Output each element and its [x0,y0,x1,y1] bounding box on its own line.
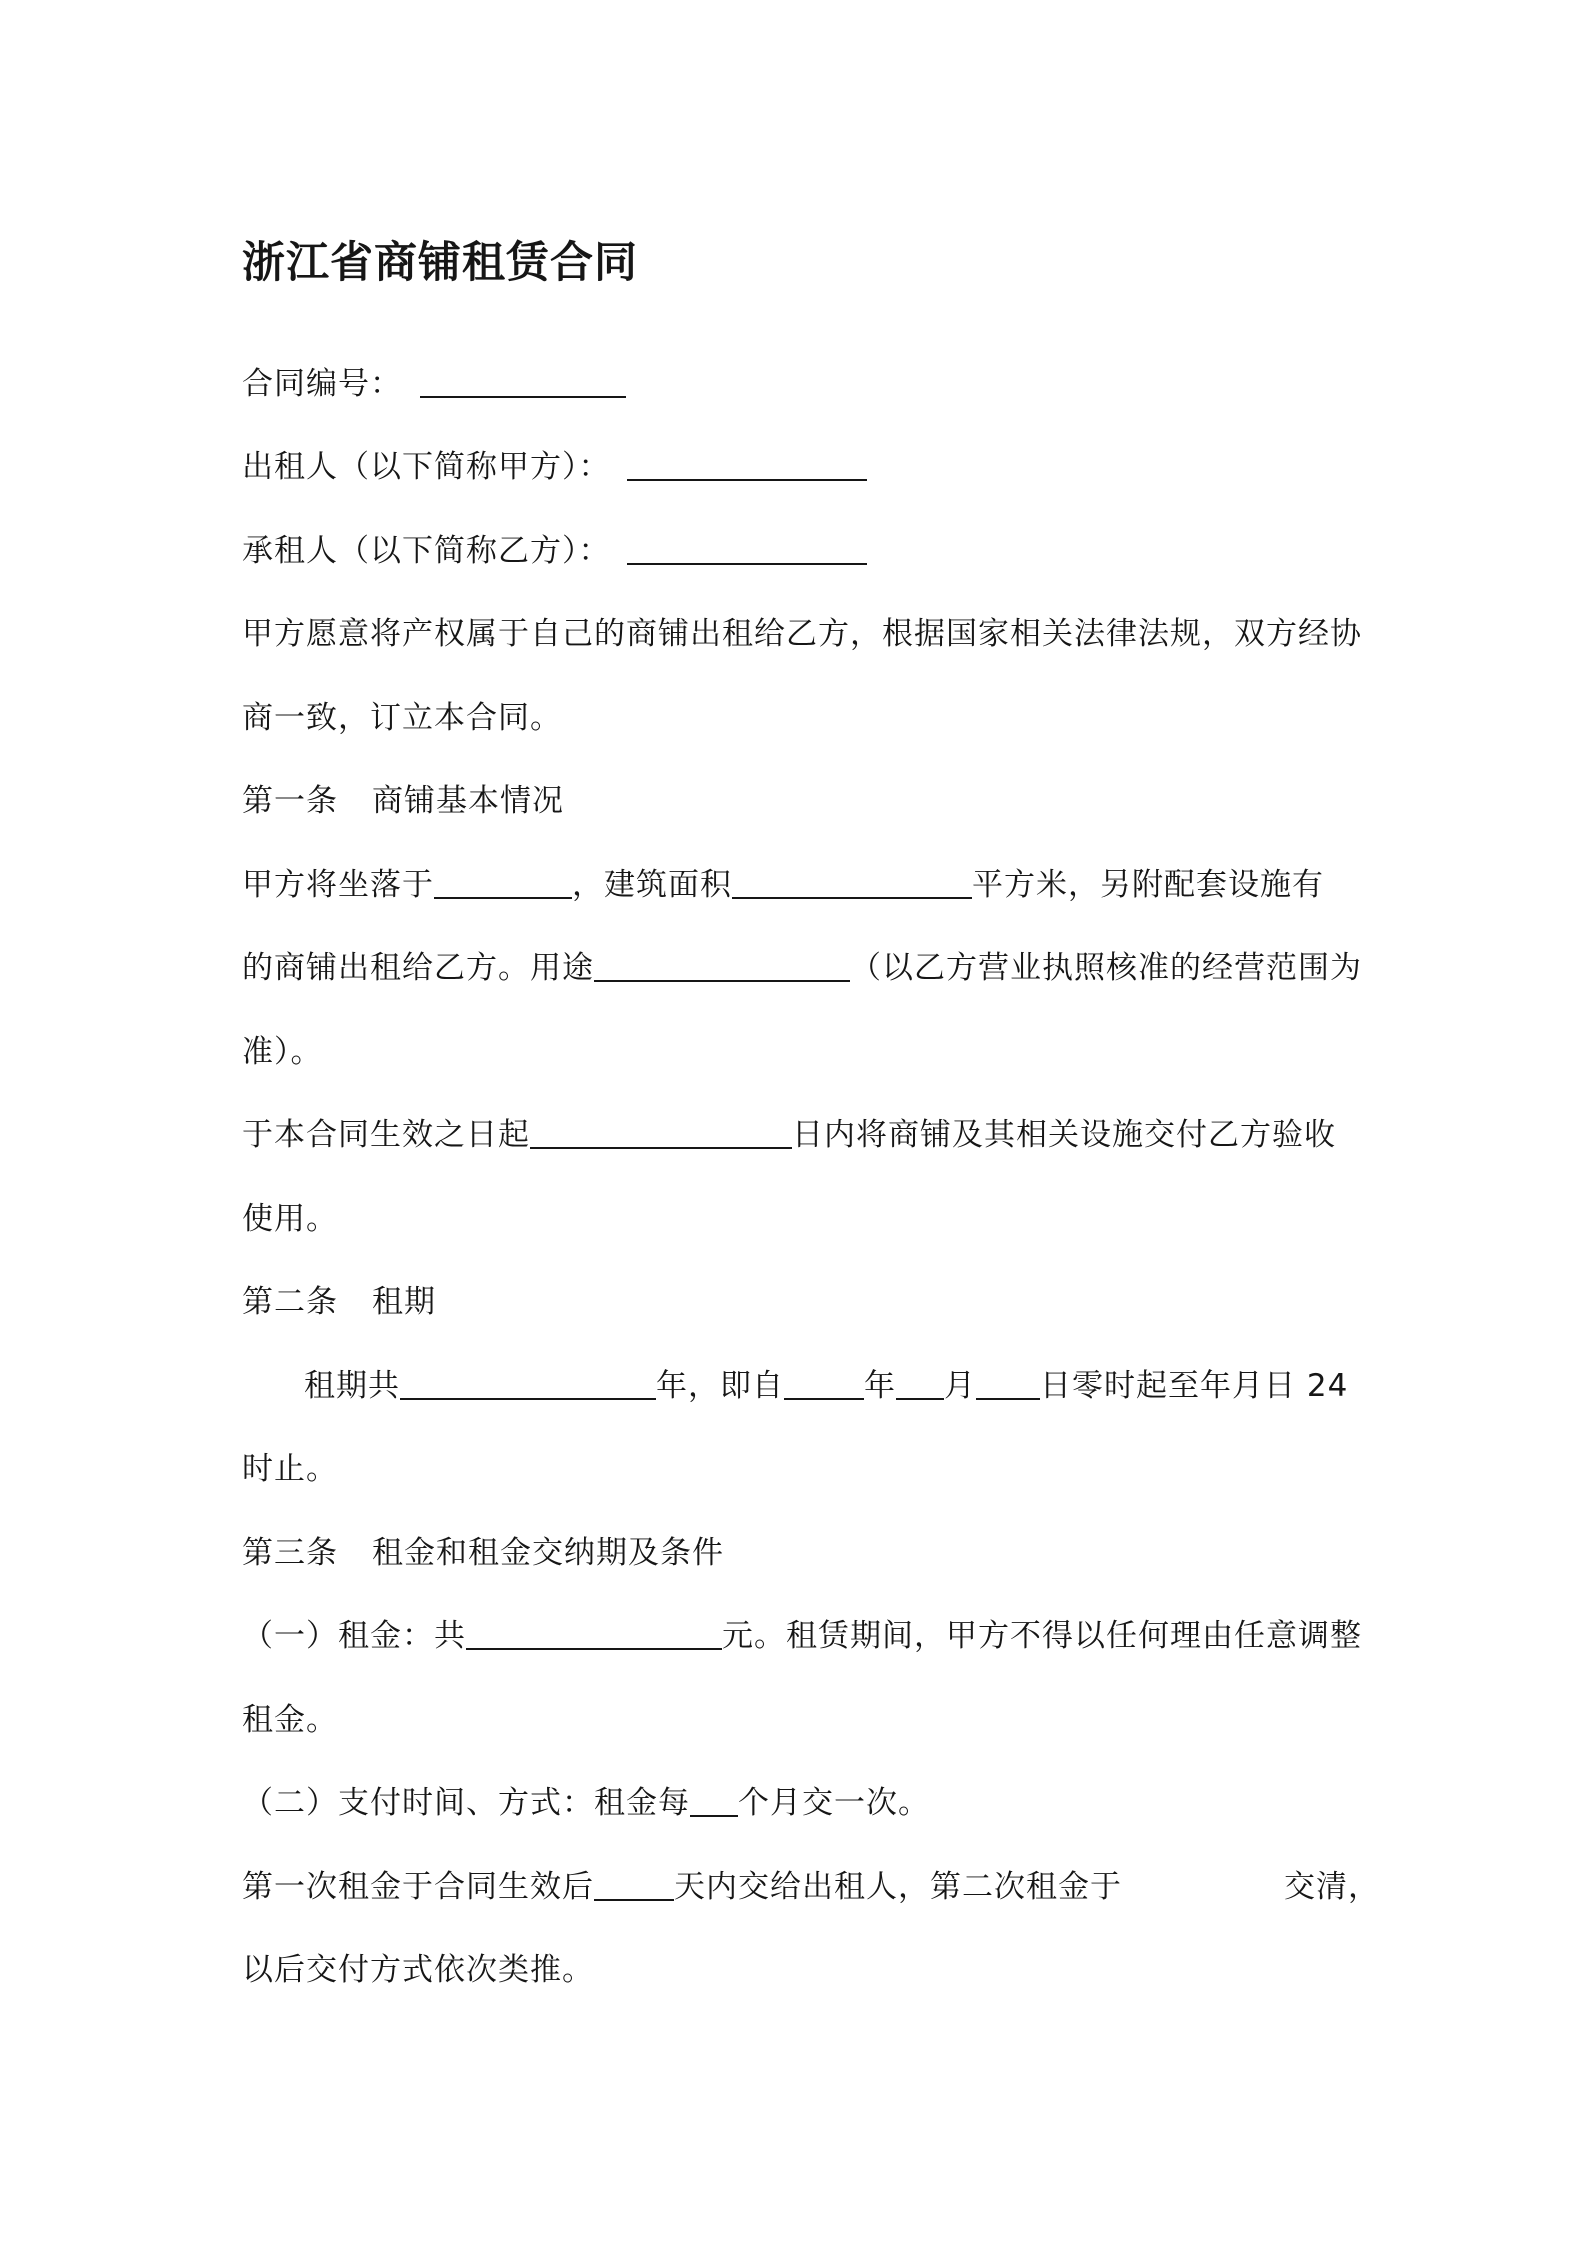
intro-line-1: 甲方愿意将产权属于自己的商铺出租给乙方，根据国家相关法律法规，双方经协 [242,616,1362,652]
article-3-rent-line [242,1614,1362,1658]
article-3-payment-line [242,1781,930,1825]
article-2-number: 第二条 [242,1284,338,1320]
lessee-label: 承租人（以下简称乙方）： [242,533,611,569]
term-years-blank [400,1368,656,1400]
delivery-label: 于本合同生效之日起 [242,1117,530,1153]
term-from-label: 年，即自 [656,1368,784,1404]
article-2-heading [242,1280,436,1324]
area-blank [732,867,972,899]
lessor-line [242,445,867,489]
contract-number-label: 合同编号： [242,366,402,402]
usage-blank [594,950,850,982]
document-title: 浙江省商铺租赁合同 [242,238,638,288]
start-month-blank [896,1368,944,1400]
article-1-location-line [242,863,1324,907]
delivery-text: 日内将商铺及其相关设施交付乙方验收 [792,1117,1336,1153]
year-label: 年 [864,1368,896,1404]
facilities-label: 平方米，另附配套设施有 [972,867,1324,903]
delivery-days-blank [530,1117,792,1149]
month-label: 月 [944,1368,976,1404]
location-blank [434,867,572,899]
lessor-label: 出租人（以下简称甲方）： [242,449,611,485]
rent-text: 元。租赁期间，甲方不得以任何理由任意调整 [722,1618,1362,1654]
contract-number-blank [420,366,626,398]
article-3-first-payment-line [242,1865,1380,1909]
area-label: ，建筑面积 [572,867,732,903]
usage-note: （以乙方营业执照核准的经营范围为 [850,950,1362,986]
intro-line-2: 商一致，订立本合同。 [242,700,562,736]
payment-text: 个月交一次。 [738,1785,930,1821]
term-label: 租期共 [304,1368,400,1404]
article-3-number: 第三条 [242,1535,338,1571]
payment-clear-text: 交清， [1284,1869,1380,1905]
article-1-number: 第一条 [242,783,338,819]
article-3-heading [242,1531,724,1575]
term-end-text: 日零时起至年月日 24 [1040,1368,1349,1404]
article-1-title: 商铺基本情况 [372,783,564,819]
article-2-title: 租期 [372,1284,436,1320]
article-1-heading [242,779,564,823]
first-payment-days-blank [594,1869,674,1901]
first-payment-label: 第一次租金于合同生效后 [242,1869,594,1905]
usage-label: 的商铺出租给乙方。用途 [242,950,594,986]
start-day-blank [976,1368,1040,1400]
article-3-payment-line-end: 以后交付方式依次类推。 [242,1952,594,1988]
lessor-blank [627,449,867,481]
article-2-term-line [304,1364,1348,1408]
payment-months-blank [690,1785,738,1817]
article-1-usage-line-end: 准）。 [242,1034,323,1070]
article-1-delivery-line [242,1113,1336,1157]
payment-label: （二）支付时间、方式：租金每 [242,1785,690,1821]
article-2-term-line-end: 时止。 [242,1451,338,1487]
rent-amount-blank [466,1618,722,1650]
lessee-blank [627,533,867,565]
article-1-delivery-line-end: 使用。 [242,1201,338,1237]
rent-label: （一）租金：共 [242,1618,466,1654]
start-year-blank [784,1368,864,1400]
lessee-line [242,529,867,573]
article-3-title: 租金和租金交纳期及条件 [372,1535,724,1571]
second-payment-label: 天内交给出租人，第二次租金于 [674,1869,1122,1905]
location-label: 甲方将坐落于 [242,867,434,903]
contract-number-line [242,362,626,406]
article-3-rent-line-end: 租金。 [242,1702,338,1738]
article-1-usage-line [242,946,1362,990]
